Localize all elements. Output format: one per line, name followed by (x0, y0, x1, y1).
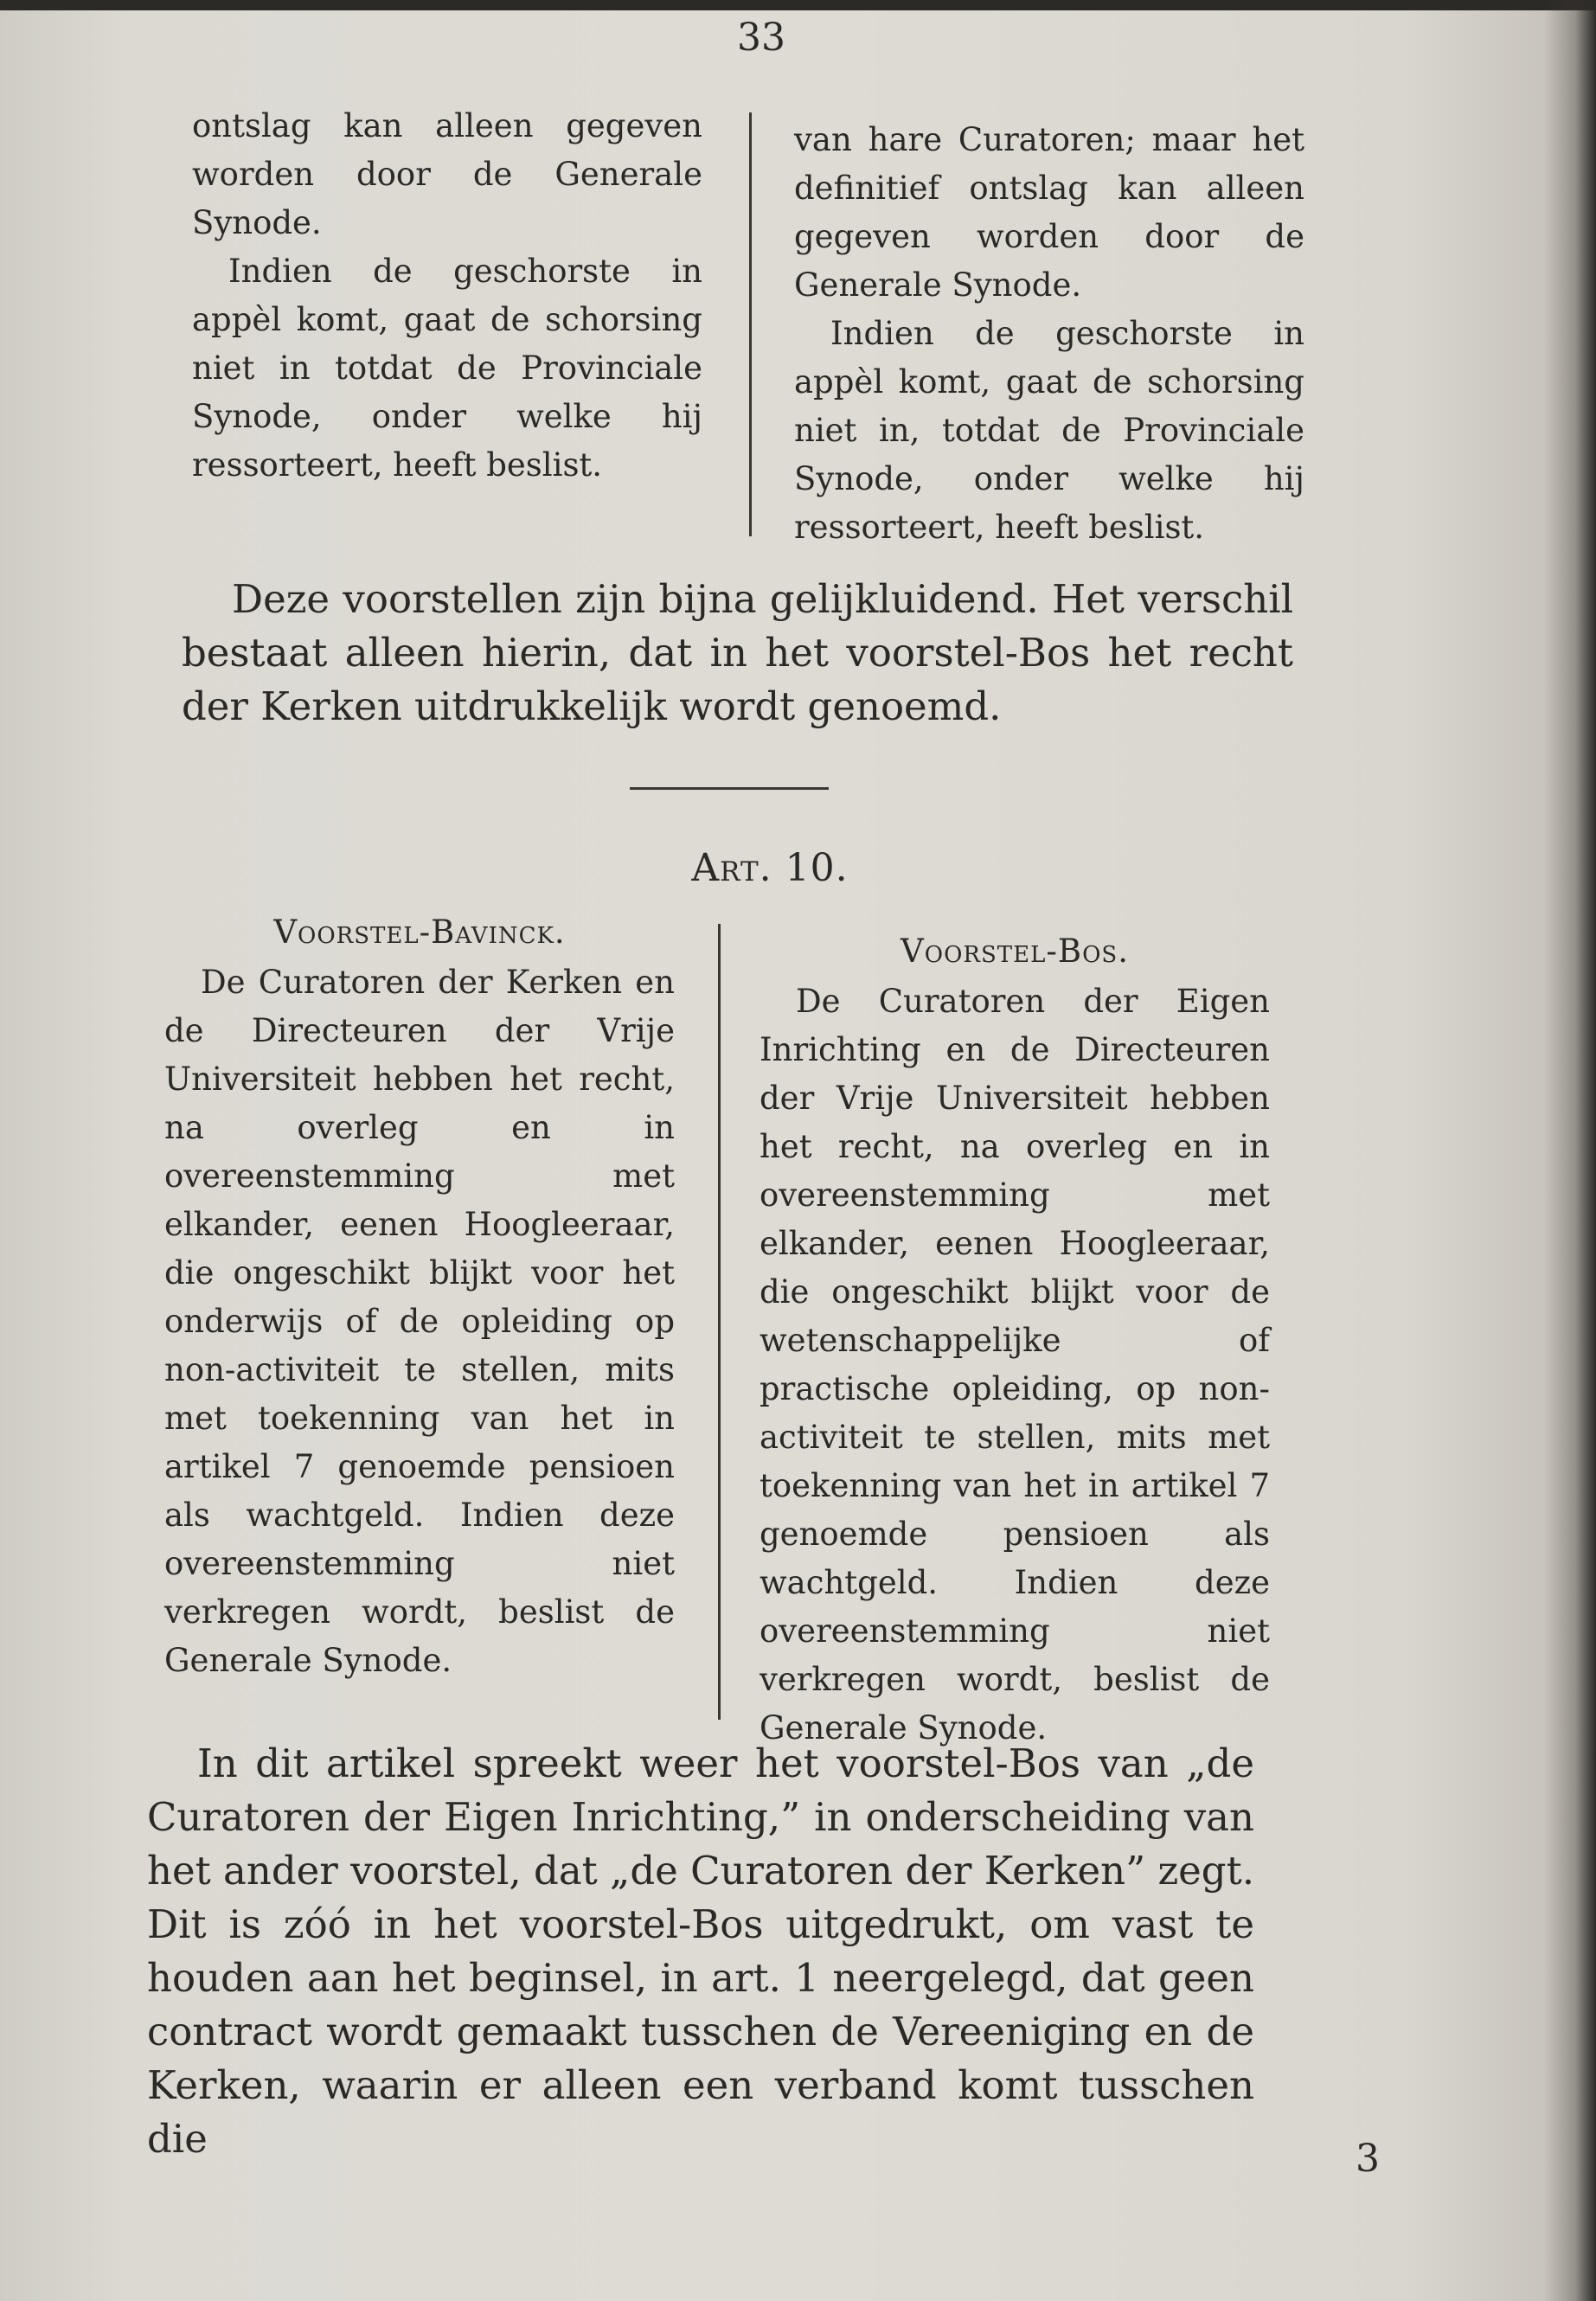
comparison-text: Deze voorstellen zijn bijna gelijkluidend. Het verschil bestaat alleen hierin, dat in het voorstel-Bos het recht der Kerken uitdrukkelijk wordt genoemd. (182, 576, 1293, 729)
top-right-paragraph-1: van hare Curatoren; maar het definitief ontslag kan alleen gegeven worden door de Generale Synode. (794, 121, 1304, 304)
signature-mark: 3 (1356, 2137, 1380, 2181)
right-proposal-heading: Voorstel-Bos. (901, 933, 1129, 970)
article-number: 10. (785, 846, 849, 890)
column-divider-top (749, 112, 752, 536)
top-right-paragraph-2: Indien de geschorste in appèl komt, gaat de schorsing niet in, totdat de Provinciale Synode, onder welke hij ressorteert, heeft beslist. (794, 315, 1304, 546)
page-edge-shadow (1544, 0, 1596, 2301)
left-proposal-heading: Voorstel-Bavinck. (273, 913, 566, 951)
closing-paragraph (147, 1737, 1254, 2166)
section-rule (630, 787, 829, 790)
page-number: 33 (737, 16, 785, 60)
scan-border (0, 0, 1596, 10)
closing-text: In dit artikel spreekt weer het voorstel-Bos van „de Curatoren der Eigen Inrichting,” in onderscheiding van het ander voorstel, dat „de Curatoren der Kerken” zegt. Dit is zóó in het voorstel-Bos uitgedrukt, om vast te houden aan het beginsel, in art. 1 neergelegd, dat geen contract wordt gemaakt tusschen de Vereeniging en de Kerken, waarin er alleen een verband komt tusschen die (147, 1740, 1254, 2162)
top-left-paragraph-1: ontslag kan alleen gegeven worden door de Generale Synode. (192, 107, 702, 241)
right-proposal-text: De Curatoren der Eigen Inrichting en de Directeuren der Vrije Universiteit hebben het recht, na overleg en in overeenstemming met elkander, eenen Hoogleeraar, die ongeschikt blijkt voor de wetenschappelijke of practische opleiding, op non-activiteit te stellen, mits met toekenning van het in artikel 7 genoemde pensioen als wachtgeld. Indien deze overeenstemming niet verkregen wordt, beslist de Generale Synode. (760, 983, 1270, 1747)
article-label: Art. (691, 846, 772, 890)
top-right-column (794, 116, 1304, 552)
top-left-paragraph-2: Indien de geschorste in appèl komt, gaat de schorsing niet in totdat de Provinciale Synode, onder welke hij ressorteert, heeft beslist. (192, 253, 702, 484)
left-proposal-column (164, 908, 675, 1685)
right-proposal-column (760, 927, 1270, 1753)
top-left-column (192, 102, 702, 490)
column-divider-article (718, 924, 721, 1720)
left-proposal-text: De Curatoren der Kerken en de Directeuren der Vrije Universiteit hebben het recht, na overleg en in overeenstemming met elkander, eenen Hoogleeraar, die ongeschikt blijkt voor het onderwijs of de opleiding op non-activiteit te stellen, mits met toekenning van het in artikel 7 genoemde pensioen als wachtgeld. Indien deze overeenstemming niet verkregen wordt, beslist de Generale Synode. (164, 964, 675, 1679)
article-heading (606, 846, 934, 890)
comparison-paragraph (182, 573, 1293, 734)
